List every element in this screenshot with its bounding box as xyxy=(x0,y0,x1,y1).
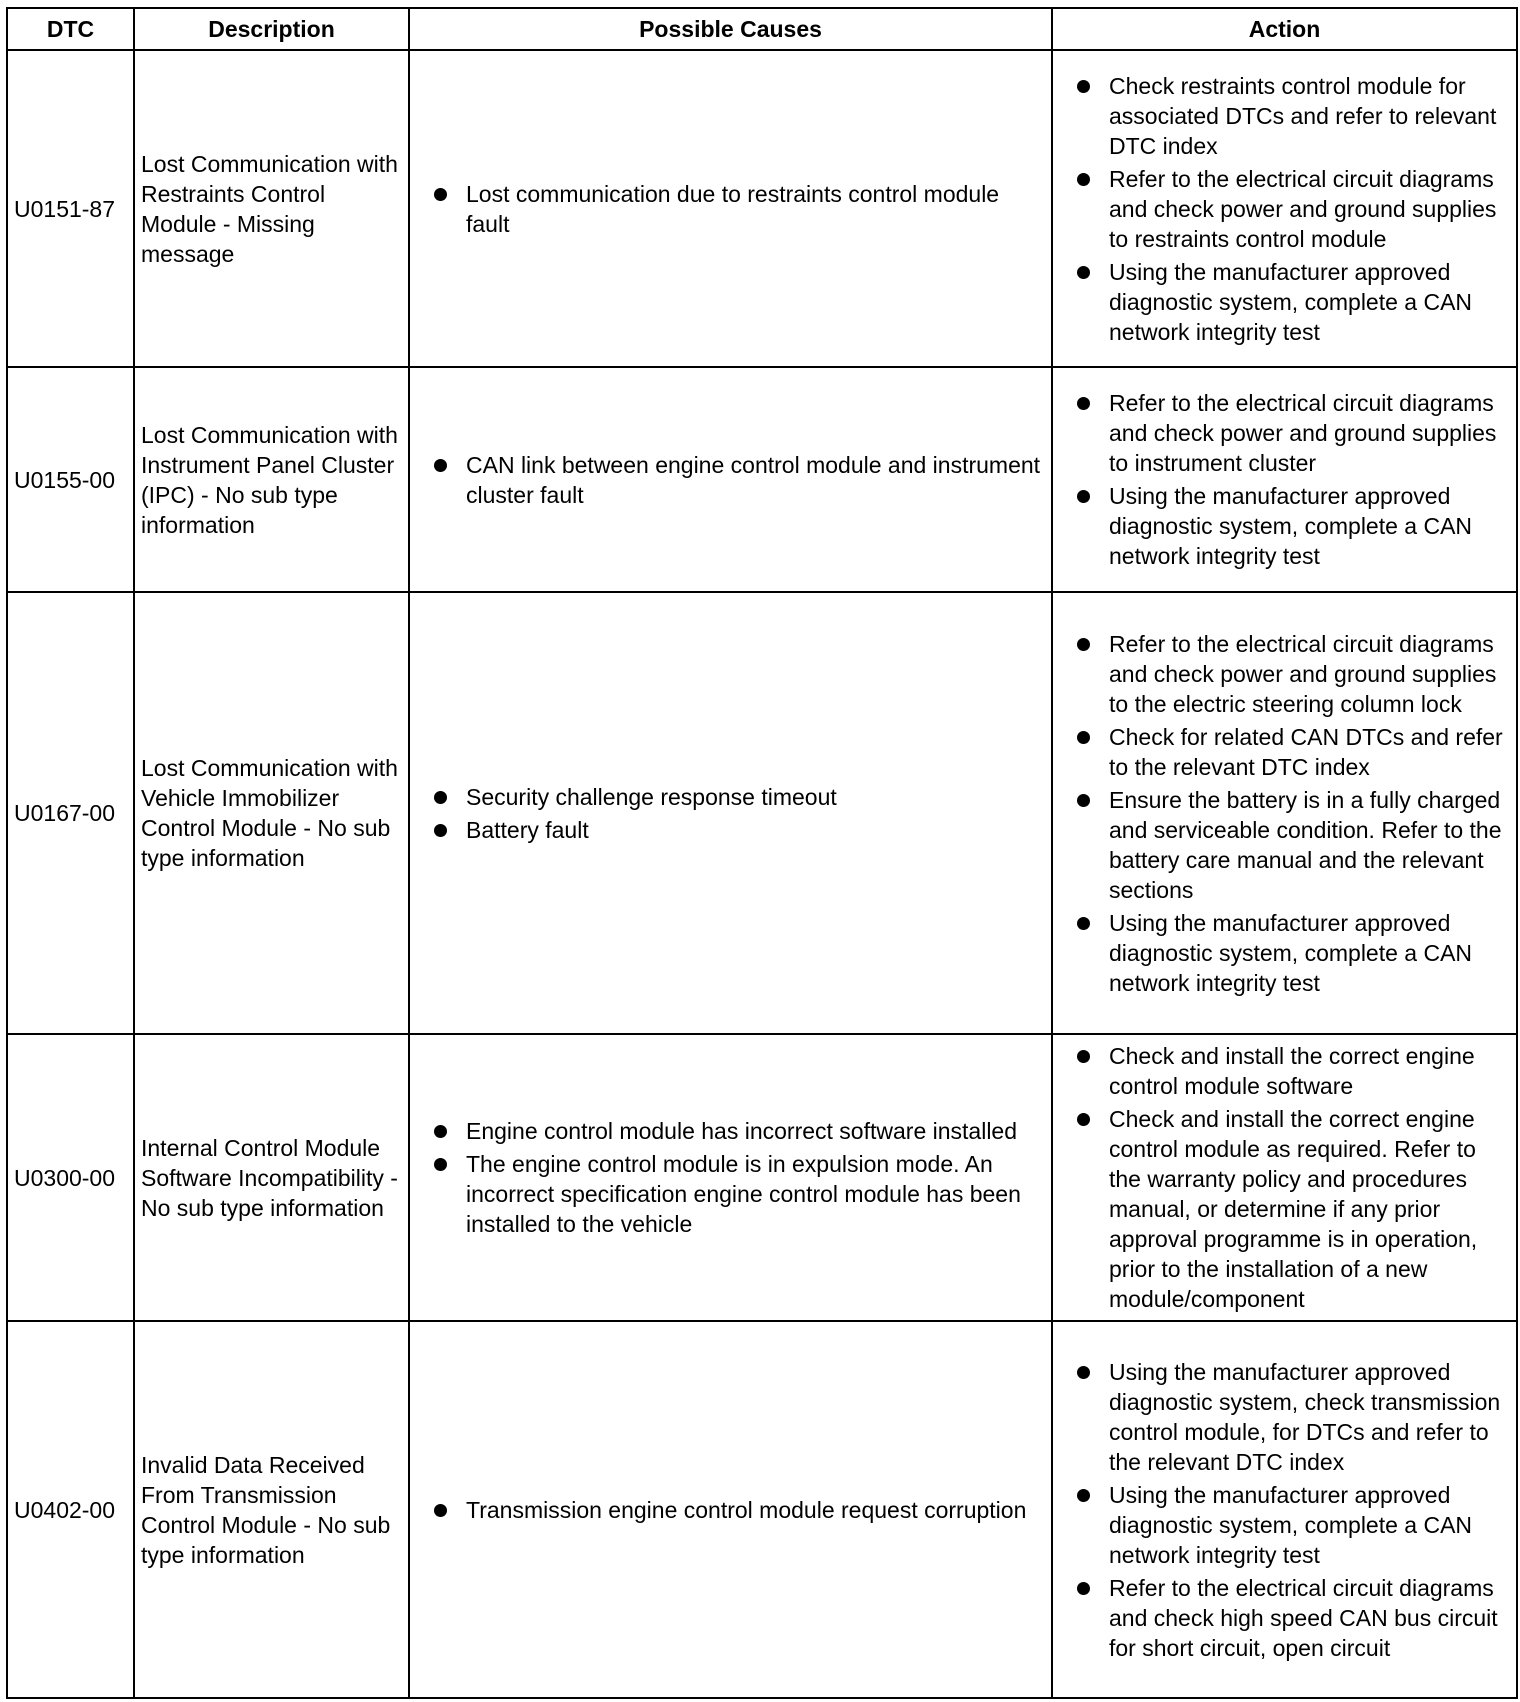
action-cell xyxy=(1052,367,1517,592)
cause-item: Battery fault xyxy=(434,815,1043,845)
action-list xyxy=(1077,1357,1512,1663)
cause-item: Engine control module has incorrect software installed xyxy=(434,1116,1043,1146)
header-possible-causes: Possible Causes xyxy=(409,8,1052,50)
action-cell xyxy=(1052,592,1517,1034)
dtc-code: U0151-87 xyxy=(7,50,134,367)
action-item: Refer to the electrical circuit diagrams and check power and ground supplies to instrument cluster xyxy=(1077,388,1512,478)
dtc-table xyxy=(6,7,1518,1699)
cause-item: Lost communication due to restraints control module fault xyxy=(434,179,1043,239)
possible-causes-cell xyxy=(409,1321,1052,1698)
dtc-description: Lost Communication with Instrument Panel Cluster (IPC) - No sub type information xyxy=(134,367,409,592)
cause-item: Transmission engine control module request corruption xyxy=(434,1495,1043,1525)
cause-item: Security challenge response timeout xyxy=(434,782,1043,812)
possible-causes-cell xyxy=(409,592,1052,1034)
action-cell xyxy=(1052,1034,1517,1321)
table-row xyxy=(7,367,1517,592)
dtc-description: Lost Communication with Restraints Control Module - Missing message xyxy=(134,50,409,367)
dtc-description: Lost Communication with Vehicle Immobilizer Control Module - No sub type information xyxy=(134,592,409,1034)
action-item: Check restraints control module for associated DTCs and refer to relevant DTC index xyxy=(1077,71,1512,161)
cause-item: The engine control module is in expulsion mode. An incorrect specification engine control module has been installed to the vehicle xyxy=(434,1149,1043,1239)
table-row xyxy=(7,592,1517,1034)
header-action: Action xyxy=(1052,8,1517,50)
dtc-code: U0155-00 xyxy=(7,367,134,592)
action-item: Check and install the correct engine control module as required. Refer to the warranty policy and procedures manual, or determine if any prior approval programme is in operation, prior to the installation of a new module/component xyxy=(1077,1104,1512,1314)
action-item: Using the manufacturer approved diagnostic system, complete a CAN network integrity test xyxy=(1077,481,1512,571)
table-row xyxy=(7,1034,1517,1321)
action-cell xyxy=(1052,1321,1517,1698)
header-dtc: DTC xyxy=(7,8,134,50)
action-item: Refer to the electrical circuit diagrams and check power and ground supplies to the electric steering column lock xyxy=(1077,629,1512,719)
possible-causes-list xyxy=(434,450,1043,510)
possible-causes-cell xyxy=(409,367,1052,592)
dtc-code: U0402-00 xyxy=(7,1321,134,1698)
action-item: Using the manufacturer approved diagnostic system, check transmission control module, for DTCs and refer to the relevant DTC index xyxy=(1077,1357,1512,1477)
possible-causes-list xyxy=(434,179,1043,239)
action-list xyxy=(1077,629,1512,998)
action-item: Refer to the electrical circuit diagrams and check high speed CAN bus circuit for short circuit, open circuit xyxy=(1077,1573,1512,1663)
dtc-description: Invalid Data Received From Transmission Control Module - No sub type information xyxy=(134,1321,409,1698)
action-item: Using the manufacturer approved diagnostic system, complete a CAN network integrity test xyxy=(1077,908,1512,998)
action-item: Ensure the battery is in a fully charged and serviceable condition. Refer to the battery care manual and the relevant sections xyxy=(1077,785,1512,905)
action-item: Check for related CAN DTCs and refer to the relevant DTC index xyxy=(1077,722,1512,782)
action-item: Refer to the electrical circuit diagrams and check power and ground supplies to restraints control module xyxy=(1077,164,1512,254)
action-list xyxy=(1077,388,1512,571)
cause-item: CAN link between engine control module and instrument cluster fault xyxy=(434,450,1043,510)
action-list xyxy=(1077,71,1512,347)
possible-causes-cell xyxy=(409,1034,1052,1321)
possible-causes-list xyxy=(434,1116,1043,1239)
table-row xyxy=(7,50,1517,367)
action-cell xyxy=(1052,50,1517,367)
header-row xyxy=(7,8,1517,50)
action-item: Check and install the correct engine control module software xyxy=(1077,1041,1512,1101)
dtc-code: U0300-00 xyxy=(7,1034,134,1321)
possible-causes-list xyxy=(434,1495,1043,1525)
action-item: Using the manufacturer approved diagnostic system, complete a CAN network integrity test xyxy=(1077,257,1512,347)
action-list xyxy=(1077,1041,1512,1314)
action-item: Using the manufacturer approved diagnostic system, complete a CAN network integrity test xyxy=(1077,1480,1512,1570)
possible-causes-cell xyxy=(409,50,1052,367)
dtc-code: U0167-00 xyxy=(7,592,134,1034)
table-row xyxy=(7,1321,1517,1698)
header-description: Description xyxy=(134,8,409,50)
dtc-description: Internal Control Module Software Incompatibility - No sub type information xyxy=(134,1034,409,1321)
possible-causes-list xyxy=(434,782,1043,845)
